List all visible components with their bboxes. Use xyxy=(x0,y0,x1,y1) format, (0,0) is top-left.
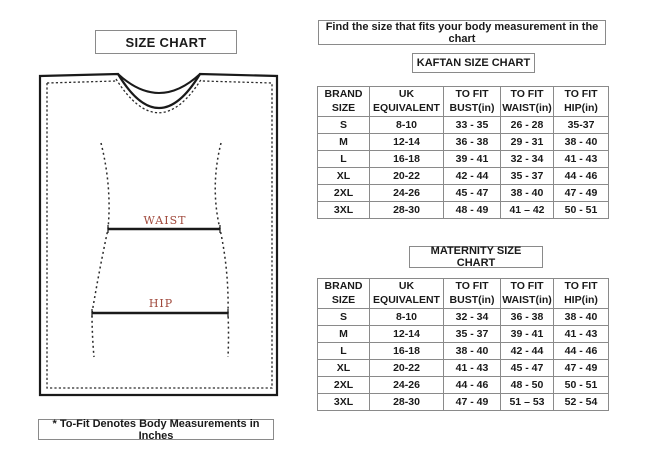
cell-bust: 47 - 49 xyxy=(444,394,501,411)
table-header-row xyxy=(318,279,609,309)
cell-size: S xyxy=(318,309,370,326)
table-row xyxy=(318,117,609,134)
col-header-bust: TO FIT BUST(in) xyxy=(444,87,501,117)
table-row xyxy=(318,168,609,185)
cell-hip: 38 - 40 xyxy=(554,134,609,151)
cell-uk: 28-30 xyxy=(370,202,444,219)
cell-size: S xyxy=(318,117,370,134)
cell-uk: 20-22 xyxy=(370,360,444,377)
cell-bust: 45 - 47 xyxy=(444,185,501,202)
cell-uk: 16-18 xyxy=(370,343,444,360)
col-header-brand-size: BRAND SIZE xyxy=(318,279,370,309)
table-row xyxy=(318,202,609,219)
cell-bust: 33 - 35 xyxy=(444,117,501,134)
cell-waist: 36 - 38 xyxy=(501,309,554,326)
cell-hip: 41 - 43 xyxy=(554,326,609,343)
page-title-text: SIZE CHART xyxy=(125,34,207,50)
cell-size: L xyxy=(318,151,370,168)
cell-hip: 50 - 51 xyxy=(554,377,609,394)
kaftan-table-title-text: KAFTAN SIZE CHART xyxy=(416,57,531,69)
garment-outline xyxy=(40,74,277,395)
table-row xyxy=(318,394,609,411)
waist-label: WAIST xyxy=(143,214,187,227)
hip-label: HIP xyxy=(148,297,174,310)
cell-waist: 48 - 50 xyxy=(501,377,554,394)
table-row xyxy=(318,309,609,326)
cell-uk: 20-22 xyxy=(370,168,444,185)
cell-hip: 52 - 54 xyxy=(554,394,609,411)
cell-size: L xyxy=(318,343,370,360)
cell-bust: 44 - 46 xyxy=(444,377,501,394)
footnote xyxy=(38,419,274,440)
col-header-bust: TO FIT BUST(in) xyxy=(444,279,501,309)
instruction-banner xyxy=(318,20,606,45)
cell-uk: 16-18 xyxy=(370,151,444,168)
cell-bust: 36 - 38 xyxy=(444,134,501,151)
cell-hip: 44 - 46 xyxy=(554,343,609,360)
cell-size: 3XL xyxy=(318,202,370,219)
cell-bust: 35 - 37 xyxy=(444,326,501,343)
cell-uk: 12-14 xyxy=(370,134,444,151)
cell-uk: 8-10 xyxy=(370,309,444,326)
cell-waist: 29 - 31 xyxy=(501,134,554,151)
col-header-hip: TO FIT HIP(in) xyxy=(554,279,609,309)
cell-waist: 39 - 41 xyxy=(501,326,554,343)
table-row xyxy=(318,326,609,343)
col-header-waist: TO FIT WAIST(in) xyxy=(501,279,554,309)
cell-hip: 44 - 46 xyxy=(554,168,609,185)
cell-bust: 48 - 49 xyxy=(444,202,501,219)
cell-size: M xyxy=(318,326,370,343)
cell-hip: 47 - 49 xyxy=(554,185,609,202)
cell-uk: 24-26 xyxy=(370,185,444,202)
col-header-waist: TO FIT WAIST(in) xyxy=(501,87,554,117)
body-silhouette-left xyxy=(92,143,109,357)
footnote-text: * To-Fit Denotes Body Measurements in Inches xyxy=(52,417,260,442)
cell-size: 3XL xyxy=(318,394,370,411)
kaftan-size-table xyxy=(317,86,609,219)
col-header-hip: TO FIT HIP(in) xyxy=(554,87,609,117)
cell-bust: 39 - 41 xyxy=(444,151,501,168)
table-row xyxy=(318,377,609,394)
kaftan-garment-diagram xyxy=(37,69,281,399)
table-row xyxy=(318,151,609,168)
cell-bust: 42 - 44 xyxy=(444,168,501,185)
cell-uk: 12-14 xyxy=(370,326,444,343)
col-header-uk-equivalent: UK EQUIVALENT xyxy=(370,279,444,309)
cell-hip: 50 - 51 xyxy=(554,202,609,219)
cell-size: 2XL xyxy=(318,377,370,394)
table-row xyxy=(318,134,609,151)
col-header-brand-size: BRAND SIZE xyxy=(318,87,370,117)
body-silhouette-right xyxy=(215,143,228,357)
kaftan-table-title xyxy=(412,53,535,73)
instruction-text: Find the size that fits your body measurement in the chart xyxy=(325,20,599,45)
cell-hip: 38 - 40 xyxy=(554,309,609,326)
maternity-table-title-text: MATERNITY SIZE CHART xyxy=(430,245,522,269)
maternity-table-title xyxy=(409,246,543,268)
cell-size: M xyxy=(318,134,370,151)
col-header-uk-equivalent: UK EQUIVALENT xyxy=(370,87,444,117)
cell-size: XL xyxy=(318,168,370,185)
cell-waist: 45 - 47 xyxy=(501,360,554,377)
cell-waist: 35 - 37 xyxy=(501,168,554,185)
cell-waist: 38 - 40 xyxy=(501,185,554,202)
table-row xyxy=(318,343,609,360)
cell-bust: 38 - 40 xyxy=(444,343,501,360)
maternity-size-table xyxy=(317,278,609,411)
cell-waist: 51 – 53 xyxy=(501,394,554,411)
cell-hip: 35-37 xyxy=(554,117,609,134)
cell-uk: 24-26 xyxy=(370,377,444,394)
cell-size: 2XL xyxy=(318,185,370,202)
cell-bust: 32 - 34 xyxy=(444,309,501,326)
page-title xyxy=(95,30,237,54)
cell-waist: 42 - 44 xyxy=(501,343,554,360)
cell-hip: 47 - 49 xyxy=(554,360,609,377)
table-row xyxy=(318,360,609,377)
cell-waist: 32 - 34 xyxy=(501,151,554,168)
cell-waist: 41 – 42 xyxy=(501,202,554,219)
cell-bust: 41 - 43 xyxy=(444,360,501,377)
cell-uk: 28-30 xyxy=(370,394,444,411)
table-row xyxy=(318,185,609,202)
inner-seam-dashed-border xyxy=(47,81,272,388)
table-header-row xyxy=(318,87,609,117)
cell-waist: 26 - 28 xyxy=(501,117,554,134)
cell-uk: 8-10 xyxy=(370,117,444,134)
cell-hip: 41 - 43 xyxy=(554,151,609,168)
cell-size: XL xyxy=(318,360,370,377)
